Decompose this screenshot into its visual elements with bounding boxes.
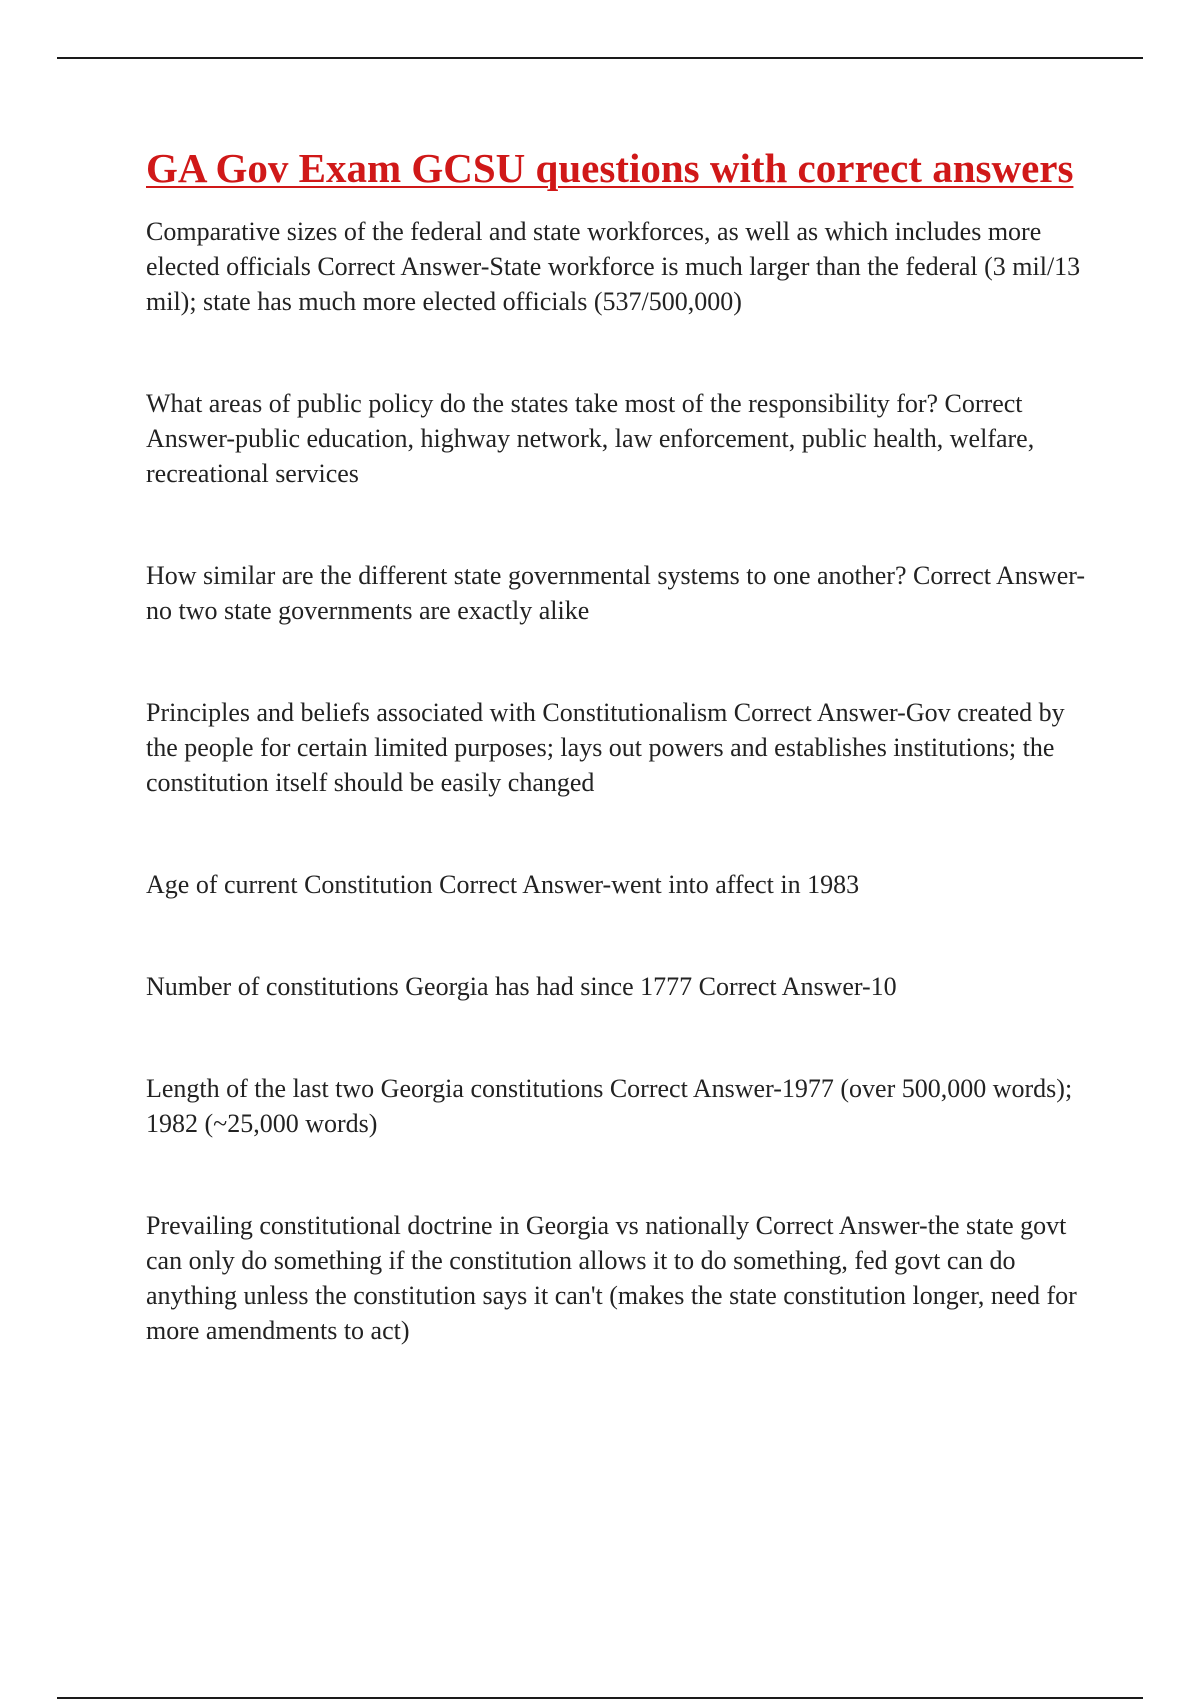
document-body: [146, 140, 1096, 1348]
qa-entry-4: Principles and beliefs associated with Constitutionalism Correct Answer-Gov created by the people for certain limited purposes; lays out powers and establishes institutions; the constitution itself should be easily changed: [146, 698, 1065, 797]
qa-entry-6: Number of constitutions Georgia has had since 1777 Correct Answer-10: [146, 972, 897, 1001]
qa-entry-2: What areas of public policy do the states take most of the responsibility for? Correct Answer-public education, highway network, law enforcement, public health, welfare, recreational services: [146, 389, 1035, 488]
qa-entry-5: Age of current Constitution Correct Answer-went into affect in 1983: [146, 870, 860, 899]
qa-entry-8: Prevailing constitutional doctrine in Georgia vs nationally Correct Answer-the state govt can only do something if the constitution allows it to do something, fed govt can do anything unless the constitution says it can't (makes the state constitution longer, need for more amendments to act): [146, 1211, 1077, 1345]
qa-entry-3: How similar are the different state governmental systems to one another? Correct Answer-no two state governments are exactly alike: [146, 561, 1086, 625]
qa-entry-7: Length of the last two Georgia constitutions Correct Answer-1977 (over 500,000 words); 1982 (~25,000 words): [146, 1074, 1073, 1138]
document-title: GA Gov Exam GCSU questions with correct answers: [146, 145, 1074, 191]
top-rule: [57, 57, 1143, 59]
bottom-rule: [57, 1697, 1143, 1699]
qa-entry-1: Comparative sizes of the federal and state workforces, as well as which includes more elected officials Correct Answer-State workforce is much larger than the federal (3 mil/13 mil); state has much more elected officials (537/500,000): [146, 217, 1081, 316]
